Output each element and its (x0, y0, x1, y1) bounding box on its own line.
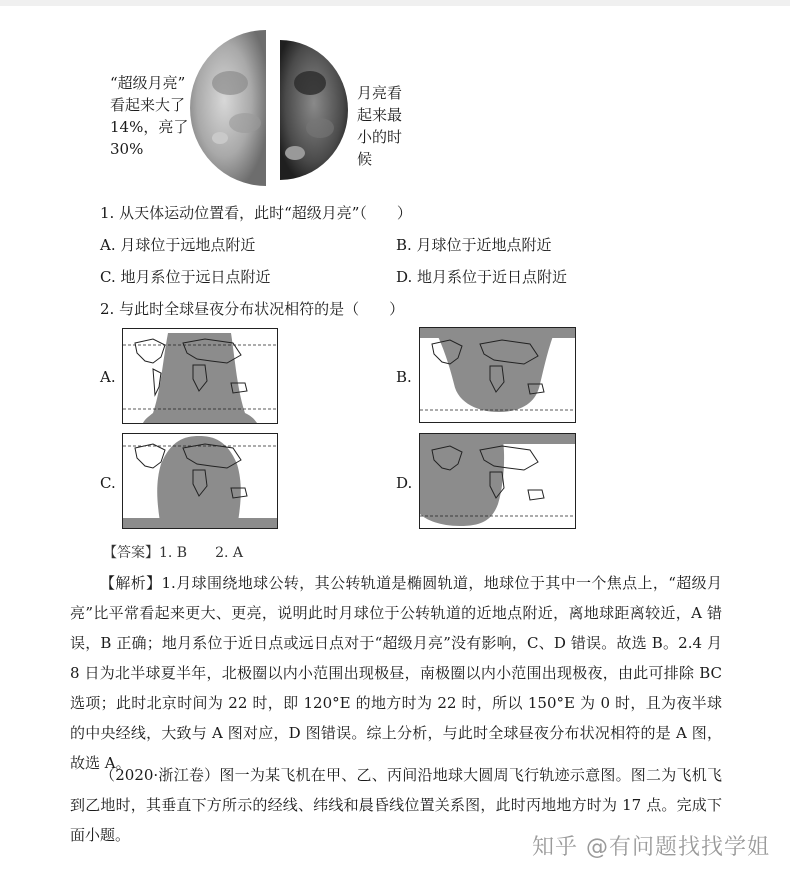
world-map-c (122, 433, 278, 529)
question-1-option-a: A. 月球位于远地点附近 (100, 236, 256, 254)
question-1-stem: 1. 从天体运动位置看，此时“超级月亮”（ ） (100, 204, 412, 222)
next-question-paragraph: （2020·浙江卷）图一为某飞机在甲、乙、丙间沿地球大圆周飞行轨迹示意图。图二为飞机飞到乙地时，其垂直下方所示的经线、纬线和晨昏线位置关系图，此时丙地地方时为 17 点。完成下面小题。 (70, 766, 722, 844)
top-bar (0, 0, 790, 6)
question-2-stem: 2. 与此时全球昼夜分布状况相符的是（ ） (100, 300, 405, 318)
question-1-option-c: C. 地月系位于远日点附近 (100, 268, 271, 286)
question-1-option-d: D. 地月系位于近日点附近 (396, 268, 568, 286)
map-a-label: A. (100, 368, 116, 386)
map-d-label: D. (396, 474, 413, 492)
map-b-label: B. (396, 368, 412, 386)
zhihu-watermark: 知乎 @有问题找找学姐 (532, 835, 770, 860)
map-c-label: C. (100, 474, 116, 492)
moon-right-label: 月亮看 起来最 小的时 候 (357, 84, 403, 168)
world-map-b (419, 327, 576, 423)
analysis-paragraph: 【解析】1.月球围绕地球公转，其公转轨道是椭圆轨道，地球位于其中一个焦点上，“超级月亮”比平常看起来更大、更亮，说明此时月球位于公转轨道的近地点附近，离地球距离较近，A 错误，B 正确；地月系位于近日点或远日点对于“超级月亮”没有影响，C、D 错误。故选 B。2.4 月 8 日为北半球夏半年，北极圈以内小范围出现极昼，南极圈以内小范围出现极夜，由此可排除 BC 选项；此时北京时间为 22 时，即 120°E 的地方时为 22 时，所以 150°E 为 0 时，且为夜半球的中央经线，大致与 A 图对应，D 图错误。综上分析，与此时全球昼夜分布状况相符的是 A 图，故选 A。 (70, 574, 722, 772)
moon-comparison-image (190, 28, 360, 190)
answer-line: 【答案】1. B 2. A (103, 545, 244, 561)
world-map-a (122, 328, 278, 424)
moon-left-label: “超级月亮” 看起来大了 14%，亮了 30% (110, 74, 189, 158)
world-map-d (419, 433, 576, 529)
question-1-option-b: B. 月球位于近地点附近 (396, 236, 552, 254)
